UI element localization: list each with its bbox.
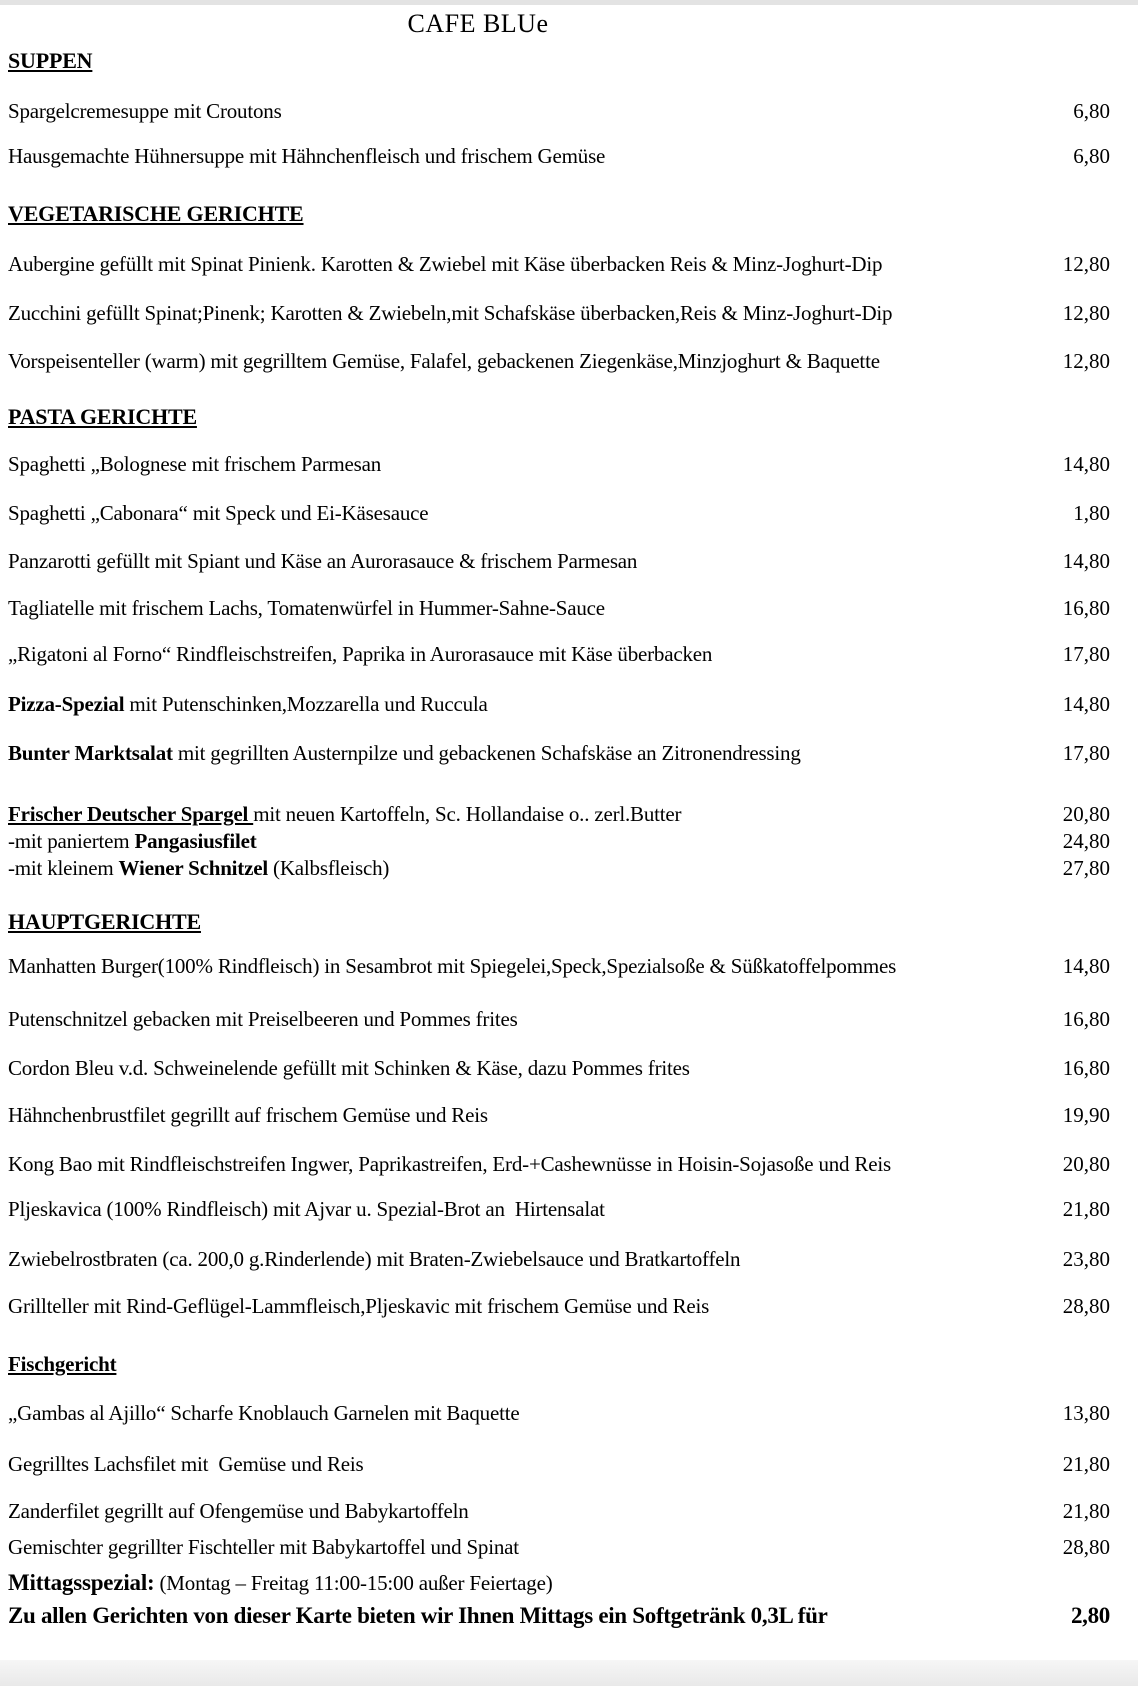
- item-price: 28,80: [1062, 1294, 1110, 1318]
- item-name: [8, 954, 1049, 978]
- item-price: 6,80: [1073, 99, 1110, 123]
- item-price: 6,80: [1073, 144, 1110, 168]
- item-text-pre: Spaghetti „Bolognese mit frischem Parmesan: [8, 452, 382, 476]
- menu-item-row: [8, 452, 1110, 476]
- item-text-bold: Pizza-Spezial: [8, 692, 125, 716]
- item-price: 12,80: [1062, 349, 1110, 373]
- menu-item-row: [8, 1499, 1110, 1523]
- item-text-pre: Hausgemachte Hühnersuppe mit Hähnchenfleisch und frischem Gemüse: [8, 144, 606, 168]
- item-text-pre: Gemischter gegrillter Fischteller mit Babykartoffel und Spinat: [8, 1535, 519, 1559]
- section-heading-hauptgerichte: HAUPTGERICHTE: [8, 909, 201, 934]
- item-text-pre: Vorspeisenteller (warm) mit gegrilltem Gemüse, Falafel, gebackenen Ziegenkäse,Minzjoghurt & Baquette: [8, 349, 880, 373]
- item-price: 14,80: [1062, 692, 1110, 716]
- item-text-bold: Frischer Deutscher Spargel: [8, 802, 254, 826]
- item-name: [8, 1197, 1049, 1221]
- item-price: 28,80: [1062, 1535, 1110, 1559]
- menu-item-row: [8, 954, 1110, 978]
- section-heading-pasta: PASTA GERICHTE: [8, 404, 197, 429]
- page-title-wrap: [8, 10, 948, 42]
- item-price: 23,80: [1062, 1247, 1110, 1271]
- page-bottom-edge: [0, 1660, 1138, 1686]
- item-text-pre: Cordon Bleu v.d. Schweinelende gefüllt mit Schinken & Käse, dazu Pommes frites: [8, 1056, 690, 1080]
- item-name: [8, 642, 1049, 666]
- item-text-pre: Hähnchenbrustfilet gegrillt auf frischem Gemüse und Reis: [8, 1103, 488, 1127]
- menu-item-row: [8, 1401, 1110, 1425]
- menu-item-row: [8, 252, 1110, 276]
- item-price: 16,80: [1062, 596, 1110, 620]
- lunch-offer-price: 2,80: [1070, 1603, 1110, 1628]
- menu-item-row: [8, 1294, 1110, 1318]
- menu-item-row: [8, 144, 1110, 168]
- item-text-pre: -mit paniertem: [8, 829, 135, 853]
- section-heading-vegetarisch: VEGETARISCHE GERICHTE: [8, 201, 304, 226]
- item-name: [8, 692, 1049, 716]
- item-price: 1,80: [1073, 501, 1110, 525]
- item-price: 13,80: [1062, 1401, 1110, 1425]
- item-name: [8, 741, 1049, 765]
- item-name: [8, 501, 1059, 525]
- menu-item-row: [8, 99, 1110, 123]
- item-name: [8, 1452, 1049, 1476]
- item-price: 16,80: [1062, 1007, 1110, 1031]
- item-text-pre: Aubergine gefüllt mit Spinat Pinienk. Karotten & Zwiebel mit Käse überbacken Reis & Minz-Joghurt-Dip: [8, 252, 883, 276]
- lunch-special-hours: (Montag – Freitag 11:00-15:00 außer Feiertage): [154, 1571, 553, 1595]
- item-text-pre: Putenschnitzel gebacken mit Preiselbeeren und Pommes frites: [8, 1007, 518, 1031]
- item-text-pre: Zwiebelrostbraten (ca. 200,0 g.Rinderlende) mit Braten-Zwiebelsauce und Bratkartoffeln: [8, 1247, 741, 1271]
- item-price: 20,80: [1062, 1152, 1110, 1176]
- item-price: 24,80: [1062, 829, 1110, 853]
- item-text-pre: Gegrilltes Lachsfilet mit Gemüse und Reis: [8, 1452, 364, 1476]
- item-text-pre: Zanderfilet gegrillt auf Ofengemüse und Babykartoffeln: [8, 1499, 469, 1523]
- item-price: 19,90: [1062, 1103, 1110, 1127]
- item-text-pre: Pljeskavica (100% Rindfleisch) mit Ajvar u. Spezial-Brot an Hirtensalat: [8, 1197, 605, 1221]
- item-price: 14,80: [1062, 954, 1110, 978]
- menu-item-row: [8, 549, 1110, 573]
- item-name: [8, 1056, 1049, 1080]
- item-name: [8, 349, 1049, 373]
- item-text-bold: Wiener Schnitzel: [118, 856, 268, 880]
- menu-item-row: [8, 692, 1110, 716]
- menu-item-row: [8, 1452, 1110, 1476]
- menu-item-row: [8, 642, 1110, 666]
- item-text-pre: Kong Bao mit Rindfleischstreifen Ingwer, Paprikastreifen, Erd-+Cashewnüsse in Hoisin-Sojasoße und Reis: [8, 1152, 891, 1176]
- item-name: [8, 144, 1059, 168]
- item-name: [8, 452, 1049, 476]
- item-name: [8, 1247, 1049, 1271]
- menu-item-row: [8, 1007, 1110, 1031]
- menu-item-row: [8, 828, 1110, 855]
- item-text-pre: „Rigatoni al Forno“ Rindfleischstreifen, Paprika in Aurorasauce mit Käse überbacken: [8, 642, 713, 666]
- item-text-post: mit Putenschinken,Mozzarella und Ruccula: [124, 692, 488, 716]
- item-text-post: mit gegrillten Austernpilze und gebackenen Schafskäse an Zitronendressing: [172, 741, 801, 765]
- item-name: [8, 99, 1059, 123]
- item-name: [8, 1007, 1049, 1031]
- menu-item-row: [8, 1152, 1110, 1176]
- lunch-special-line: [8, 1569, 1110, 1600]
- item-name: [8, 1535, 1049, 1559]
- item-text-pre: Tagliatelle mit frischem Lachs, Tomatenwürfel in Hummer-Sahne-Sauce: [8, 596, 605, 620]
- item-text-pre: Spaghetti „Cabonara“ mit Speck und Ei-Käsesauce: [8, 501, 429, 525]
- menu-item-row: [8, 1056, 1110, 1080]
- menu-item-row: [8, 1535, 1110, 1559]
- item-price: 14,80: [1062, 452, 1110, 476]
- item-name: [8, 1294, 1049, 1318]
- item-name: [8, 1499, 1049, 1523]
- item-price: 12,80: [1062, 252, 1110, 276]
- item-text-pre: Manhatten Burger(100% Rindfleisch) in Sesambrot mit Spiegelei,Speck,Spezialsoße & Süßkatoffelpommes: [8, 954, 897, 978]
- section-heading-suppen: SUPPEN: [8, 48, 93, 73]
- menu-item-row: [8, 501, 1110, 525]
- item-text-pre: -mit kleinem: [8, 856, 119, 880]
- item-price: 17,80: [1062, 642, 1110, 666]
- item-text-pre: „Gambas al Ajillo“ Scharfe Knoblauch Garnelen mit Baquette: [8, 1401, 520, 1425]
- menu-item-row: [8, 1103, 1110, 1127]
- lunch-offer-text: Zu allen Gerichten von dieser Karte bieten wir Ihnen Mittags ein Softgetränk 0,3L für: [8, 1603, 828, 1628]
- item-text-bold: Bunter Marktsalat: [8, 741, 173, 765]
- item-text-pre: Panzarotti gefüllt mit Spiant und Käse an Aurorasauce & frischem Parmesan: [8, 549, 638, 573]
- lunch-offer-row: [8, 1602, 1110, 1630]
- menu-item-row: [8, 1197, 1110, 1221]
- item-price: 27,80: [1062, 856, 1110, 880]
- item-name: [8, 855, 1049, 882]
- menu-item-row: [8, 349, 1110, 373]
- section-heading-fischgericht: Fischgericht: [8, 1352, 117, 1376]
- item-name: [8, 301, 1049, 325]
- item-name: [8, 252, 1049, 276]
- item-text-post: mit neuen Kartoffeln, Sc. Hollandaise o.. zerl.Butter: [253, 802, 682, 826]
- item-text-post: (Kalbsfleisch): [267, 856, 390, 880]
- item-text-pre: Zucchini gefüllt Spinat;Pinenk; Karotten & Zwiebeln,mit Schafskäse überbacken,Reis & Minz-Joghurt-Dip: [8, 301, 893, 325]
- item-text-pre: Grillteller mit Rind-Geflügel-Lammfleisch,Pljeskavic mit frischem Gemüse und Reis: [8, 1294, 710, 1318]
- item-price: 20,80: [1062, 802, 1110, 826]
- item-name: [8, 596, 1049, 620]
- item-price: 21,80: [1062, 1499, 1110, 1523]
- item-price: 17,80: [1062, 741, 1110, 765]
- item-price: 14,80: [1062, 549, 1110, 573]
- menu-item-row: [8, 301, 1110, 325]
- item-price: 12,80: [1062, 301, 1110, 325]
- menu-item-row: [8, 855, 1110, 882]
- lunch-special-label: Mittagsspezial:: [8, 1570, 155, 1595]
- item-name: [8, 1152, 1049, 1176]
- menu-item-row: [8, 596, 1110, 620]
- item-price: 21,80: [1062, 1197, 1110, 1221]
- item-price: 21,80: [1062, 1452, 1110, 1476]
- menu-item-row: [8, 741, 1110, 765]
- item-text-pre: Spargelcremesuppe mit Croutons: [8, 99, 282, 123]
- item-text-bold: Pangasiusfilet: [134, 829, 257, 853]
- page-title: CAFE BLUe: [407, 9, 549, 38]
- page-top-edge: [0, 0, 1138, 5]
- item-name: [8, 828, 1049, 855]
- item-price: 16,80: [1062, 1056, 1110, 1080]
- item-name: [8, 801, 1049, 828]
- item-name: [8, 1401, 1049, 1425]
- menu-item-row: [8, 1247, 1110, 1271]
- item-name: [8, 549, 1049, 573]
- item-name: [8, 1103, 1049, 1127]
- spargel-group: [8, 801, 1110, 882]
- menu-item-row: [8, 801, 1110, 828]
